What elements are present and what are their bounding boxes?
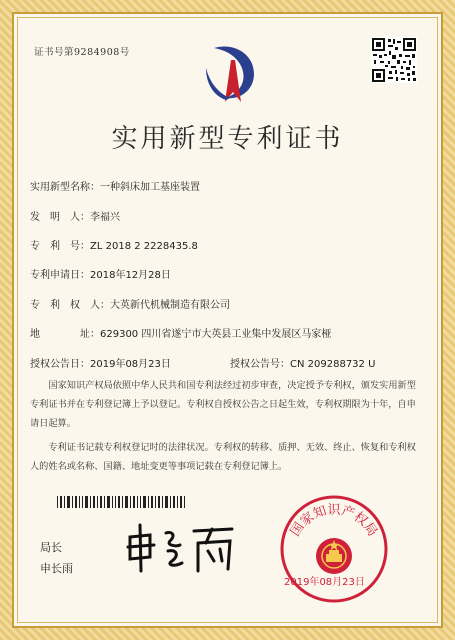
national-emblem-icon	[316, 538, 352, 574]
field-label: 地 址：	[30, 329, 100, 340]
publication-number-value: CN 209288732 U	[290, 359, 376, 370]
legal-status-note: 专利证书记载专利权登记时的法律状况。专利权的转移、质押、无效、终止、恢复和专利权人的姓名或名称、国籍、地址变更等事项记载在专利登记簿上。	[30, 442, 416, 472]
grant-date-label: 授权公告日：	[30, 359, 90, 370]
certificate-number: 证书号第9284908号	[34, 47, 130, 58]
field-utility-model-name	[30, 178, 200, 193]
certificate-title: 实用新型专利证书	[111, 124, 344, 154]
field-inventor	[30, 208, 120, 223]
seal-date: 2019年08月23日	[284, 577, 365, 588]
field-value: ZL 2018 2 2228435.8	[90, 241, 198, 252]
director-signature	[120, 515, 240, 575]
field-patent-number	[30, 237, 198, 252]
publication-number-label: 授权公告号：	[230, 359, 290, 370]
field-label: 专利申请日：	[30, 270, 90, 281]
field-value: 大英新代机械制造有限公司	[110, 300, 230, 311]
field-value: 629300 四川省遂宁市大英县工业集中发展区马家桠	[100, 329, 332, 340]
patent-office-logo	[200, 40, 264, 106]
field-label: 专 利 号：	[30, 241, 90, 252]
official-seal	[277, 492, 391, 606]
barcode	[57, 496, 187, 508]
grant-statement: 国家知识产权局依照中华人民共和国专利法经过初步审查，决定授予专利权，颁发实用新型专利证书并在专利登记簿上予以登记。专利权自授权公告之日起生效，专利权期限为十年，自申请日起算。	[30, 380, 416, 429]
field-label: 专 利 权 人：	[30, 300, 110, 311]
director-name: 申长雨	[40, 562, 73, 575]
grant-date-value: 2019年08月23日	[90, 359, 171, 370]
field-application-date	[30, 266, 171, 281]
field-patentee	[30, 296, 230, 311]
field-value: 2018年12月28日	[90, 270, 171, 281]
seal-text: 国家知识产权局	[288, 503, 380, 540]
grant-date	[30, 355, 171, 370]
field-value: 李福兴	[90, 212, 120, 223]
field-label: 实用新型名称：	[30, 182, 100, 193]
qr-code	[371, 37, 417, 83]
director-title: 局长	[40, 541, 62, 554]
field-value: 一种斜床加工基座装置	[100, 182, 200, 193]
field-label: 发 明 人：	[30, 212, 90, 223]
publication-number	[230, 355, 375, 370]
field-address	[30, 325, 331, 340]
